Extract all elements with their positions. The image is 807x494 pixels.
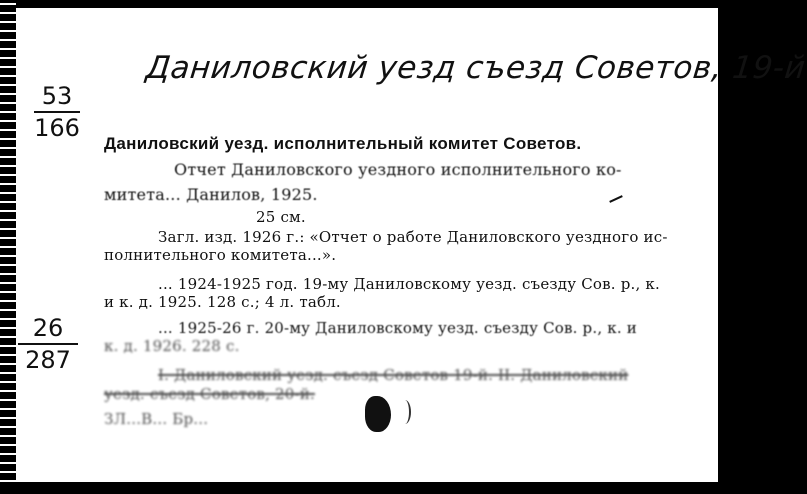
- shelfmark-upper: [34, 82, 80, 142]
- ink-stroke: [399, 400, 411, 424]
- entry-line-1: Отчет Даниловского уездного исполнительного ко-: [174, 160, 622, 179]
- entry-line-2: митета... Данилов, 1925.: [104, 185, 318, 204]
- handwritten-title: Даниловский уезд съезд Советов, 19-й: [144, 50, 807, 86]
- entry-size: 25 см.: [256, 208, 306, 226]
- shelfmark-lower-denominator: 287: [25, 346, 71, 374]
- scanner-left-edge: [0, 0, 16, 494]
- card-heading: Даниловский уезд. исполнительный комитет Советов.: [104, 134, 582, 153]
- item-2-line-1: ... 1925-26 г. 20-му Даниловскому уезд. съезду Сов. р., к. и: [158, 319, 637, 337]
- shelfmark-upper-numerator: 53: [41, 82, 73, 110]
- tracing-line-1: I. Даниловский уезд. съезд Советов 19-й. II. Даниловский: [158, 366, 629, 384]
- shelfmark-lower: [18, 314, 78, 374]
- shelfmark-upper-denominator: 166: [34, 114, 80, 142]
- tracing-line-2: уезд. съезд Советов, 20-й.: [104, 385, 315, 403]
- fraction-bar: [18, 343, 78, 345]
- pencil-mark: [609, 195, 623, 203]
- note-line-1: Загл. изд. 1926 г.: «Отчет о работе Даниловского уездного ис-: [158, 228, 668, 246]
- tracing-line-3: ЗЛ...В... Бр...: [104, 410, 209, 428]
- item-1-line-2: и к. д. 1925. 128 с.; 4 л. табл.: [104, 293, 341, 311]
- item-2-line-2: к. д. 1926. 228 с.: [104, 337, 240, 355]
- ink-blot: [365, 396, 391, 432]
- note-line-2: полнительного комитета...».: [104, 246, 337, 264]
- scanner-bottom-edge: [0, 482, 750, 494]
- shelfmark-lower-numerator: 26: [32, 314, 64, 342]
- fraction-bar: [34, 111, 80, 113]
- catalog-card: [16, 8, 807, 482]
- item-1-line-1: ... 1924-1925 год. 19-му Даниловскому уезд. съезду Сов. р., к.: [158, 275, 660, 293]
